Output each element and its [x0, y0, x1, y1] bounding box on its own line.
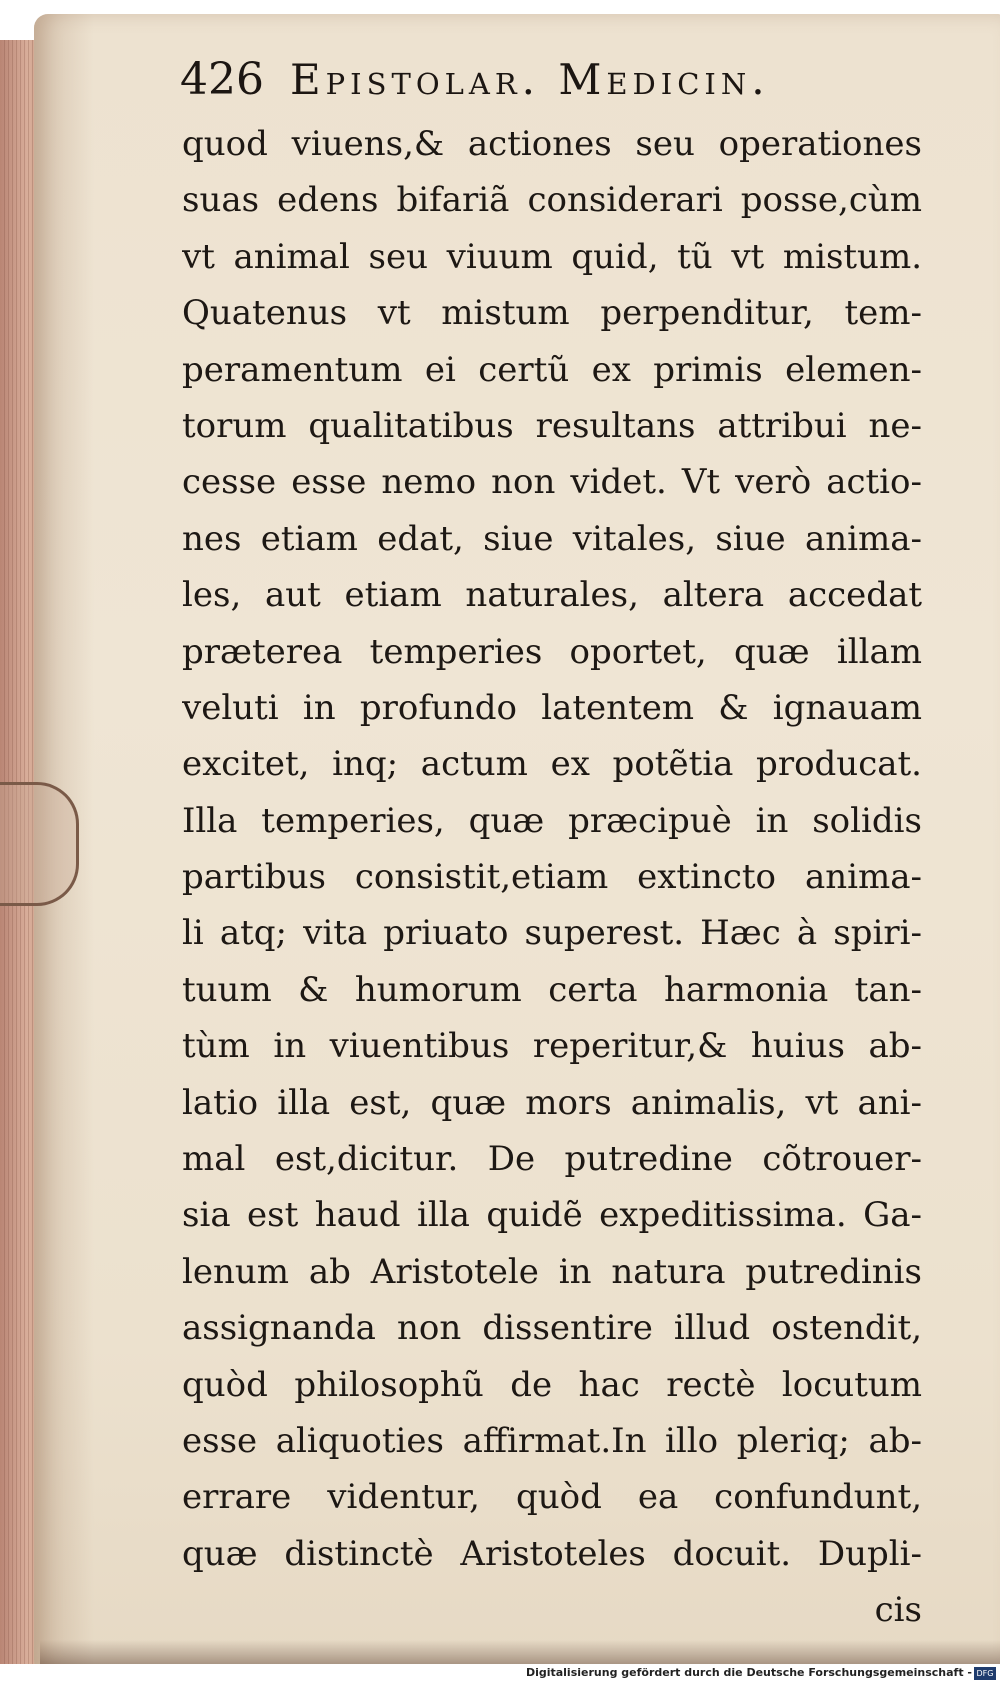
text-line: mal est,dicitur. De putredine cõtrouer- — [182, 1139, 922, 1180]
text-line: torum qualitatibus resultans attribui ne- — [182, 405, 922, 446]
text-line: latio illa est, quæ mors animalis, vt ani- — [182, 1082, 922, 1123]
text-line: les, aut etiam naturales, altera accedat — [182, 575, 922, 616]
dfg-logo: DFG — [974, 1667, 996, 1680]
text-line: suas edens bifariã considerari posse,cùm — [182, 180, 922, 221]
text-line: tùm in viuentibus reperitur,& huius ab- — [182, 1026, 922, 1067]
text-line: sia est haud illa quidẽ expeditissima. Ga- — [182, 1195, 922, 1236]
text-line: esse aliquoties affirmat.In illo pleriq; ab- — [182, 1420, 922, 1461]
text-line: Illa temperies, quæ præcipuè in solidis — [182, 800, 922, 841]
page-header — [180, 50, 900, 110]
page-number: 426 — [180, 54, 264, 105]
text-line: quòd philosophũ de hac rectè locutum — [182, 1364, 922, 1405]
text-line: quæ distinctè Aristoteles docuit. Dupli- — [182, 1533, 922, 1574]
bottom-edge-shadow — [40, 1640, 1000, 1664]
text-line: lenum ab Aristotele in natura putredinis — [182, 1251, 922, 1292]
text-line: errare videntur, quòd ea confundunt, — [182, 1477, 922, 1518]
catchword: cis — [874, 1590, 922, 1631]
text-line: præterea temperies oportet, quæ illam — [182, 631, 922, 672]
text-line: cesse esse nemo non videt. Vt verò actio- — [182, 462, 922, 503]
text-line: quod viuens,& actiones seu operationes — [182, 124, 922, 164]
text-line: Quatenus vt mistum perpenditur, tem- — [182, 293, 922, 334]
text-line: veluti in profundo latentem & ignauam — [182, 687, 922, 728]
text-line: peramentum ei certũ ex primis elemen- — [182, 349, 922, 390]
text-line: excitet, inq; actum ex potẽtia producat. — [182, 744, 922, 785]
digitization-credit: Digitalisierung gefördert durch die Deutsche Forschungsgemeinschaft - — [525, 1666, 972, 1679]
text-line: li atq; vita priuato superest. Hæc à spiri- — [182, 913, 922, 954]
body-text — [182, 116, 922, 1639]
text-line: assignanda non dissentire illud ostendit, — [182, 1308, 922, 1349]
text-line: tuum & humorum certa harmonia tan- — [182, 969, 922, 1010]
text-line: nes etiam edat, siue vitales, siue anima- — [182, 518, 922, 559]
running-title: Epistolar. Medicin. — [290, 55, 770, 104]
clip-tab — [0, 782, 79, 906]
text-line: partibus consistit,etiam extincto anima- — [182, 857, 922, 898]
text-line: vt animal seu viuum quid, tũ vt mistum. — [182, 236, 922, 277]
